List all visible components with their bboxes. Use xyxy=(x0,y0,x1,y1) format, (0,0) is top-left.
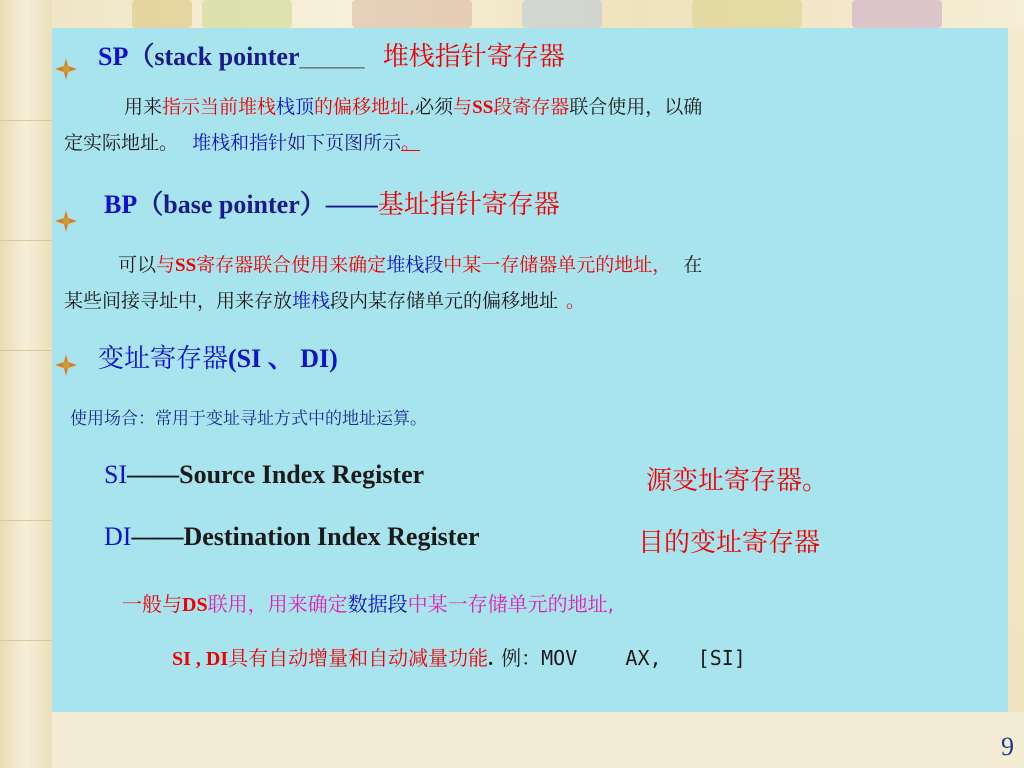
di-dash: —— xyxy=(131,522,184,551)
sidi-note-1 xyxy=(122,588,614,617)
bp-label: BP xyxy=(104,190,138,219)
bp-desc-text: 某些间接寻址中，用来存放 xyxy=(64,290,293,312)
bp-title: 基址指针寄存器 xyxy=(377,190,560,220)
bp-desc-line-2 xyxy=(64,286,585,313)
sidi-heading xyxy=(98,338,338,375)
sp-desc-text: 如下页图所示 xyxy=(287,132,402,154)
sp-desc-text: 定实际地址。 xyxy=(64,132,179,154)
di-row xyxy=(104,522,480,552)
bp-desc-text: 堆栈段 xyxy=(386,254,444,276)
top-decor-strip xyxy=(52,0,1024,28)
si-cn: 源变址寄存器。 xyxy=(646,466,829,496)
sidi-note-text: 中某一存储单元的地址, xyxy=(407,592,614,616)
sp-desc-text: 与 xyxy=(453,96,473,118)
sidi-note-text: 一般与 xyxy=(122,592,182,616)
di-cn: 目的变址寄存器 xyxy=(638,528,821,558)
sidi-title-latin: (SI 、 DI) xyxy=(228,344,338,373)
right-decor-strip xyxy=(1008,28,1024,712)
bp-desc-text: 与 xyxy=(156,254,176,276)
sp-title: 堆栈指针寄存器 xyxy=(382,42,565,72)
sidi-note-text: SI , DI xyxy=(172,648,229,670)
page-number: 9 xyxy=(1001,732,1014,761)
sp-desc-text: 用来 xyxy=(124,96,163,118)
sp-desc-line-1 xyxy=(124,92,702,119)
sidi-title-cn: 变址寄存器 xyxy=(98,344,229,374)
sidi-note-example: 例：MOV AX, [SI] xyxy=(501,646,746,670)
sidi-note-text: DS xyxy=(182,594,208,616)
si-name: Source Index Register xyxy=(179,460,425,489)
bullet-star-icon xyxy=(55,58,77,80)
bp-desc-text: 中某 xyxy=(443,254,482,276)
bp-desc-text: 可以 xyxy=(118,254,157,276)
sp-desc-text: SS xyxy=(472,97,494,118)
si-dash: —— xyxy=(127,460,180,489)
bp-desc-text: 在 xyxy=(683,254,703,276)
sp-paren: （stack pointer xyxy=(128,42,300,71)
sidi-note-text: 联用，用来确定 xyxy=(207,592,348,616)
bp-desc-line-1 xyxy=(118,250,702,277)
sp-heading xyxy=(98,36,565,73)
sidi-note-text: . xyxy=(488,648,494,670)
si-label: SI xyxy=(104,460,128,489)
left-decor-strip xyxy=(0,0,52,768)
bp-paren: （base pointer）—— xyxy=(137,190,378,219)
sidi-note-text: 数据段 xyxy=(347,592,408,616)
content-panel xyxy=(52,28,1008,712)
bottom-decor-strip xyxy=(52,712,1024,768)
sp-desc-text: 联合使用，以确 xyxy=(569,96,703,118)
sp-blank: _____ xyxy=(299,42,365,71)
sp-desc-text: 的偏移地址, xyxy=(314,96,416,118)
bp-desc-text: 一存储器单元的地址， xyxy=(481,254,672,276)
bp-desc-text: 堆栈 xyxy=(292,290,331,312)
bullet-star-icon xyxy=(55,210,77,232)
sp-desc-text: 指示当前堆栈 xyxy=(162,96,277,118)
sidi-usage: 使用场合：常用于变址寻址方式中的地址运算。 xyxy=(70,409,427,429)
sp-desc-text: 栈顶 xyxy=(276,96,315,118)
sp-desc-text: 。 xyxy=(401,132,421,154)
sp-desc-text: 堆栈和指针 xyxy=(192,132,288,154)
bp-heading xyxy=(104,184,560,221)
sp-label: SP xyxy=(98,42,129,71)
sp-desc-line-2 xyxy=(64,128,420,155)
sp-desc-text: 段寄存器 xyxy=(493,96,570,118)
sp-desc-text: 必须 xyxy=(415,96,454,118)
bp-desc-text: 段内某存储单元的偏移地址 xyxy=(330,290,559,312)
di-label: DI xyxy=(104,522,132,551)
di-name: Destination Index Register xyxy=(183,522,480,551)
bp-desc-text: SS xyxy=(175,255,197,276)
si-row xyxy=(104,460,424,490)
bullet-star-icon xyxy=(55,354,77,376)
sidi-note-text: 具有自动增量和自动减量功能 xyxy=(228,646,489,670)
bp-desc-text: 。 xyxy=(566,290,586,312)
bp-desc-text: 寄存器联合使用来确定 xyxy=(196,254,387,276)
sidi-note-2 xyxy=(172,642,746,671)
